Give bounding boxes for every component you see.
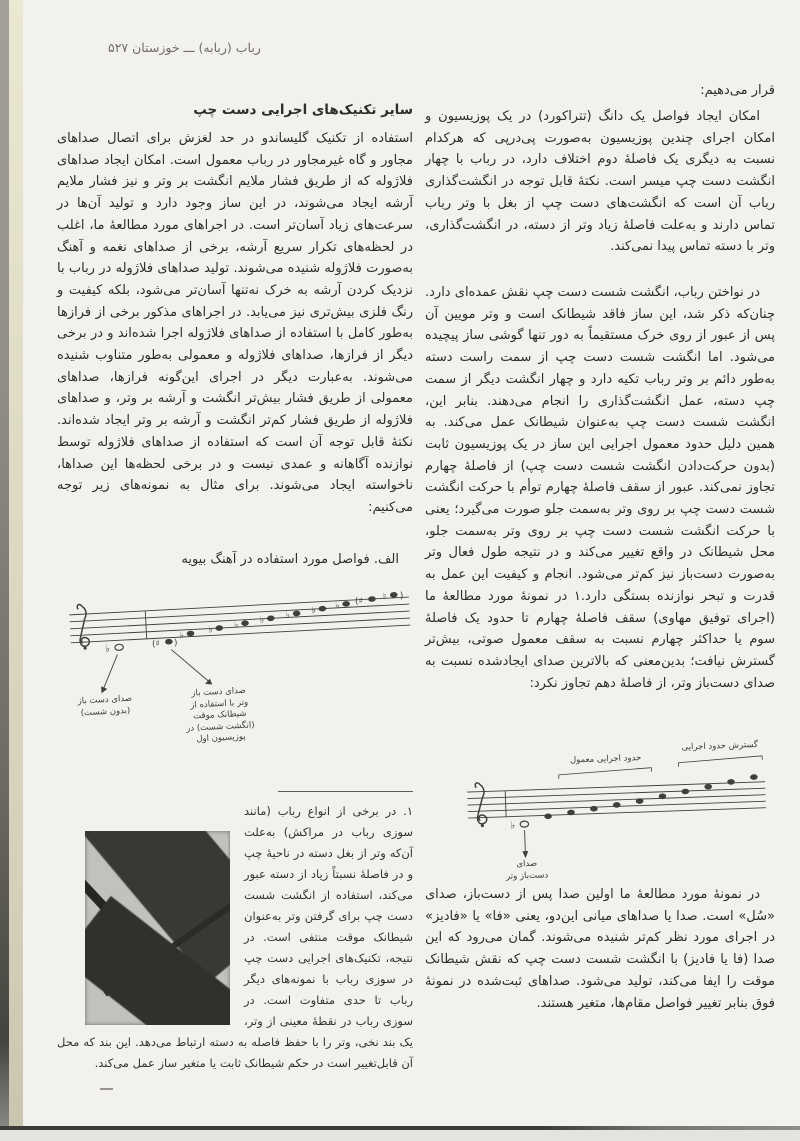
bracket-extended-range: [678, 756, 762, 767]
staff-lines: [467, 782, 766, 818]
scan-bottom-margin: [0, 1130, 800, 1141]
svg-text:♭: ♭: [104, 643, 111, 656]
open-string-note: [105, 643, 124, 655]
svg-text:♭: ♭: [285, 610, 291, 622]
open-string-note: [510, 820, 529, 832]
treble-clef-icon: [77, 604, 90, 650]
temp-nut-notes: [151, 630, 195, 649]
svg-text:♮: ♮: [382, 592, 387, 603]
label-open-string-a: صدای دست باز (بدون شست): [77, 693, 133, 718]
svg-text:): ): [399, 591, 404, 602]
paragraph-glissando: استفاده از تکنیک گلیساندو در حد لغزش برای اتصال صداهای مجاور و گاه غیرمجاور در رباب معمول است. امکان ایجاد صداهای فلاژوله که از طریق فشار ملایم انگشت بر وتر و نیز فشار ملایم آرشه ایجاد می‌شوند، در این ساز وجود دارد و تولید آن‌ها در سرعت‌های زیاد آسان‌تر است. در اجراهای مورد مطالعهٔ ما، اغلب در لحظه‌های تکرار سریع آرشه، برخی از صداهای نغمه و آهنگ به‌صورت فلاژوله شنیده می‌شوند. تولید صداهای فلاژوله در رباب با نزدیک کردن آرشه به خرک نه‌تنها آسان‌تر می‌شود، بلکه کیفیت و رنگ فلزی بیش‌تری نیز می‌یابد. در اجراهای مذکور برخی از فرازها به‌طور کامل با استفاده از صداهای فلاژوله اجرا شده‌اند و در برخی دیگر از فرازها، صداهای فلاژوله و معمولی به‌طور متناوب شنیده می‌شوند. به‌عبارت دیگر در اجرای این‌گونه فرازها، صداهای معمولی از طریق فشار بیش‌تر انگشت و آرشه بر وتر، و صداهای فلاژوله از طریق فشار کم‌تر انگشت و آرشه بر وتر ایجاد شده‌اند. نکتهٔ قابل توجه آن است که استفاده از صداهای فلاژوله توسط نوازنده آگاهانه و عمدی نیست و در برخی لحظه‌ها این صداها، ناخواسته ایجاد می‌شوند. برای مثال به نمونه‌های زیر توجه می‌کنیم:: [57, 131, 413, 515]
music-figure-intervals: [56, 577, 423, 746]
svg-text:): ): [173, 638, 178, 649]
paragraph-lead-in: قرار می‌دهیم:: [700, 83, 775, 98]
svg-text:(♯: (♯: [354, 596, 364, 607]
paragraph-positions: امکان ایجاد فواصل یک دانگ (تتراکورد) در یک پوزیسیون و امکان اجرای چندین پوزیسیون به‌صورت پی‌درپی که هرکدام نسبت به دیگری یک فاصلهٔ دوم اختلاف دارد، در رباب با چهار انگشت دست چپ میسر است. نکتهٔ قابل توجه در انگشت‌گذاری رباب آن است که انگشت‌های دست چپ از بغل با وتر رباب تماس دارند و به‌علت فاصلهٔ زیاد وتر از دسته، در انگشت‌گذاری، وتر با دسته تماس پیدا نمی‌کند.: [425, 109, 775, 255]
svg-text:♭: ♭: [259, 615, 265, 626]
stray-mark: [100, 1088, 113, 1090]
svg-text:♭: ♭: [335, 601, 340, 612]
instrument-photo: [85, 831, 230, 1025]
music-figure-range: [446, 736, 783, 888]
label-extended-range: گسترش حدود اجرایی: [681, 739, 759, 753]
scan-edge-left: [0, 0, 9, 1130]
svg-text:♭: ♭: [179, 630, 185, 642]
paragraph-thumb-technique: در نواختن رباب، انگشت شست دست چپ نقش عمده‌ای دارد. چنان‌که ذکر شد، این ساز فاقد شیطانک است و وتر مویین آن پس از عبور از روی خرک مستقیماً به دور تنها گوشی ساز پیچیده می‌شود. اما انگشت شست دست چپ از سمت راست دسته به‌طور دائم بر وتر رباب تکیه دارد و چهار انگشت دیگر از سمت چپ دسته، عمل انگشت‌گذاری را انجام می‌دهند. بنابر این، انگشت شست دست چپ به‌عنوان شیطانک عمل می‌کند. به همین دلیل حدود معمول اجرایی این ساز در یک پوزیسیون ثابت (بدون حرکت‌دادن انگشت شست دست چپ) از فاصلهٔ چهارم تجاوز نمی‌کند. عبور از سقف فاصلهٔ چهارم توأم با حرکت انگشت شست دست چپ بر روی وتر به‌سمت جلو صورت می‌گیرد؛ یعنی با حرکت انگشت شست دست چپ بر روی وتر به‌سمت جلو، محل شیطانک در واقع تغییر می‌کند و در نتیجه طول فعال وتر به‌صورت دست‌باز نیز کم‌تر می‌شود. انجام و کیفیت این عمل به قدرت و تبحر نوازنده بستگی دارد.۱ در نمونهٔ مورد مطالعهٔ ما (اجرای توفیق مهاوی) سقف فاصلهٔ چهارم تا حدود یک فاصلهٔ سوم یا حداکثر چهارم نسبت به سقف معمول صوتی، بیش‌تر گسترش نیافت؛ بدین‌معنی که بالاترین صدای ایجادشده نسبت به صدای دست‌باز وتر، از فاصلهٔ دهم تجاوز نکرد:: [425, 285, 775, 691]
section-heading: سایر تکنیک‌های اجرایی دست چپ: [193, 102, 413, 118]
scan-edge-strip: [9, 0, 23, 1130]
arrow-open-string: [100, 654, 120, 693]
svg-text:♭: ♭: [510, 820, 516, 832]
footnote: [57, 801, 413, 1074]
svg-text:♭: ♭: [311, 605, 316, 617]
page-header: رباب (ربابه) ـــ خوزستان ۵۲۷: [108, 40, 261, 55]
label-normal-range: حدود اجرایی معمول: [569, 753, 642, 766]
example-a-label: الف. فواصل مورد استفاده در آهنگ بیویه: [181, 552, 399, 567]
arrow-temp-nut: [171, 648, 212, 687]
paragraph-recorded-sounds: در نمونهٔ مورد مطالعهٔ ما اولین صدا پس از دست‌باز، صدای «سُل» است. صدا یا صداهای میانی این‌دو، یعنی «فا» یا «فادیز» در اجرای مورد نظر کم‌تر شنیده می‌شوند. گمان می‌رود که این صدا (فا یا فادیز) با انگشت شست دست چپ که نقش شیطانک موقت را ایفا می‌کند، تولید می‌شود. صداهای ثبت‌شده در نمونهٔ فوق بنابر تغییر فواصل مقام‌ها، متغیر هستند.: [425, 887, 775, 1011]
svg-text:♭: ♭: [208, 625, 213, 636]
footnote-rule: [278, 791, 413, 792]
ascending-notes: [543, 774, 759, 819]
label-temp-nut: صدای دست باز وتر با استفاده از شیطانک موقت (انگشت شست) در پوزیسیون اول: [186, 685, 255, 745]
barline: [505, 791, 506, 817]
footnote-text: ۱. در برخی از انواع رباب (مانند سوزی رباب در مراکش) به‌علت آن‌که وتر از بغل دسته در ناحیهٔ چپ و در فاصلهٔ نسبتاً زیاد از دسته عبور می‌کند، استفاده از انگشت شست دست چپ برای گرفتن وتر به‌عنوان شیطانک موقت منتفی است. در نتیجه، تکنیک‌های اجرایی دست چپ در سوزی رباب با نمونه‌های دیگر رباب تا حدی متفاوت است. در سوزی رباب در نقطهٔ معینی از وتر، یک بند نخی، وتر را با حفظ فاصله به دسته ارتباط می‌دهد. این بند که محل آن قابل‌تغییر است در حکم شیطانک ثابت یا متغیر ساز عمل می‌کند.: [57, 804, 413, 1070]
svg-text:(♯: (♯: [151, 639, 161, 650]
svg-text:♭: ♭: [233, 620, 239, 631]
arrow-open-string: [522, 830, 529, 858]
bracket-normal-range: [559, 768, 652, 779]
label-open-string-b: صدای دست‌باز وتر: [505, 858, 549, 882]
